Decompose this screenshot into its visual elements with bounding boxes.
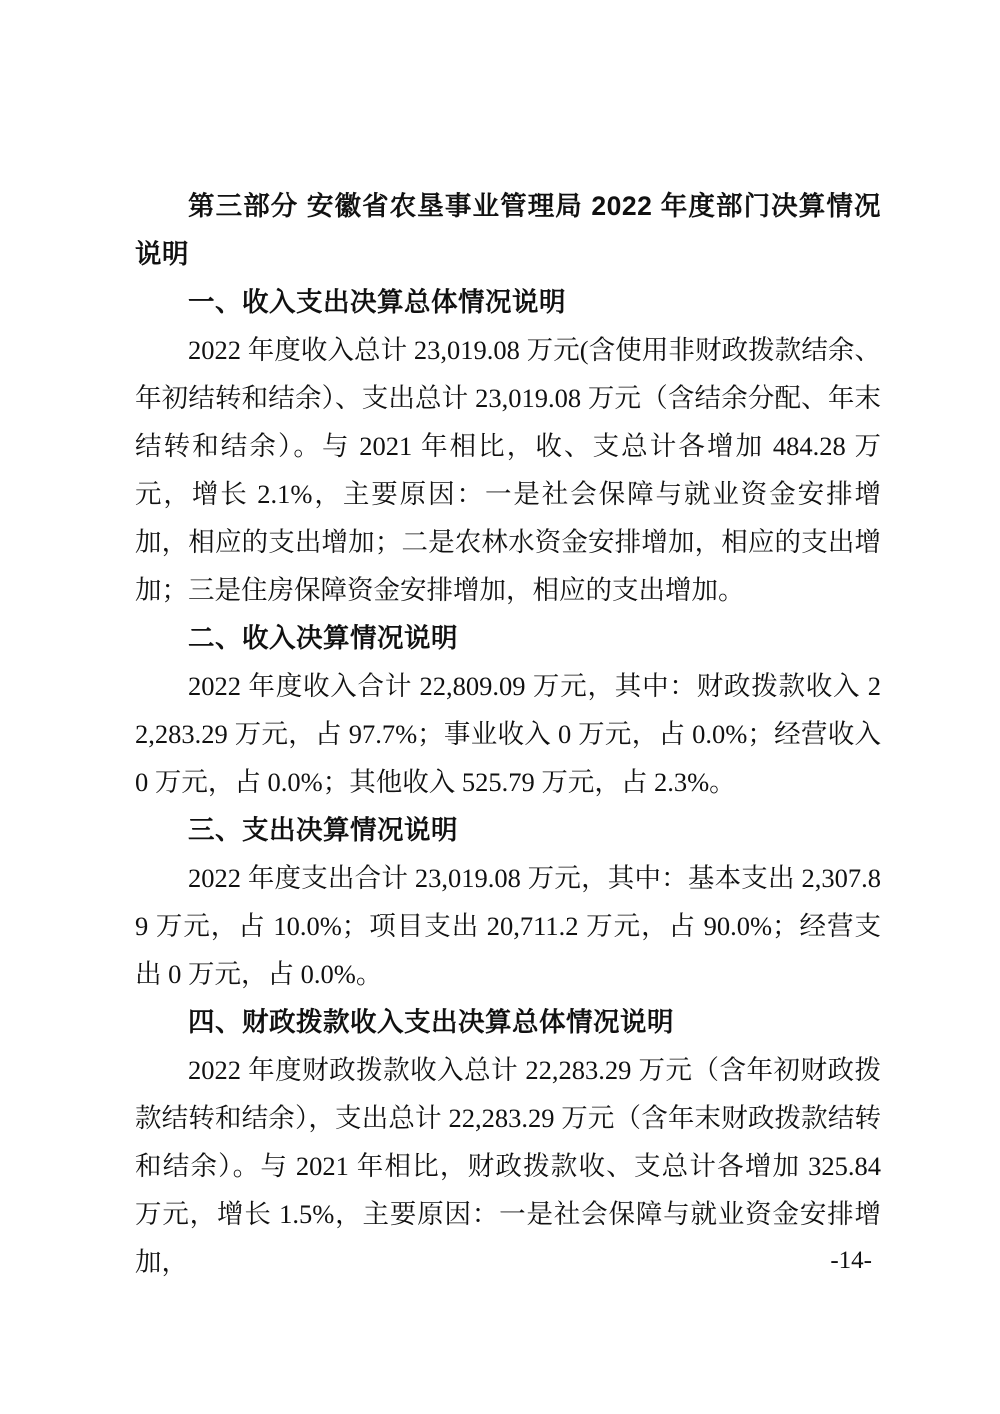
section-1-heading: 一、收入支出决算总体情况说明: [188, 287, 566, 317]
section-2-heading: 二、收入决算情况说明: [188, 623, 458, 653]
section-3-heading: 三、支出决算情况说明: [188, 815, 458, 845]
section-4-paragraph: 2022 年度财政拨款收入总计 22,283.29 万元（含年初财政拨款结转和结余），支出总计 22,283.29 万元（含年末财政拨款结转和结余）。与 2021 年相比，财政拨款收、支总计各增加 325.84 万元，增长 1.5%，主要原因：一是社会保障与就业资金安排增加，: [135, 1055, 881, 1277]
section-3-paragraph: 2022 年度支出合计 23,019.08 万元，其中：基本支出 2,307.89 万元，占 10.0%；项目支出 20,711.2 万元，占 90.0%；经营支出 0 万元，占 0.0%。: [135, 863, 881, 989]
section-4-heading: 四、财政拨款收入支出决算总体情况说明: [188, 1007, 674, 1037]
document-content: [135, 182, 881, 1286]
section-1-paragraph: 2022 年度收入总计 23,019.08 万元(含使用非财政拨款结余、年初结转和结余）、支出总计 23,019.08 万元（含结余分配、年末结转和结余）。与 2021 年相比，收、支总计各增加 484.28 万元，增长 2.1%，主要原因：一是社会保障与就业资金安排增加，相应的支出增加；二是农林水资金安排增加，相应的支出增加；三是住房保障资金安排增加，相应的支出增加。: [135, 335, 881, 605]
section-2-paragraph: 2022 年度收入合计 22,809.09 万元，其中：财政拨款收入 22,283.29 万元，占 97.7%；事业收入 0 万元，占 0.0%；经营收入 0 万元，占 0.0%；其他收入 525.79 万元，占 2.3%。: [135, 671, 881, 797]
page-number: -14-: [830, 1247, 872, 1274]
document-title: 第三部分 安徽省农垦事业管理局 2022 年度部门决算情况说明: [135, 191, 881, 269]
